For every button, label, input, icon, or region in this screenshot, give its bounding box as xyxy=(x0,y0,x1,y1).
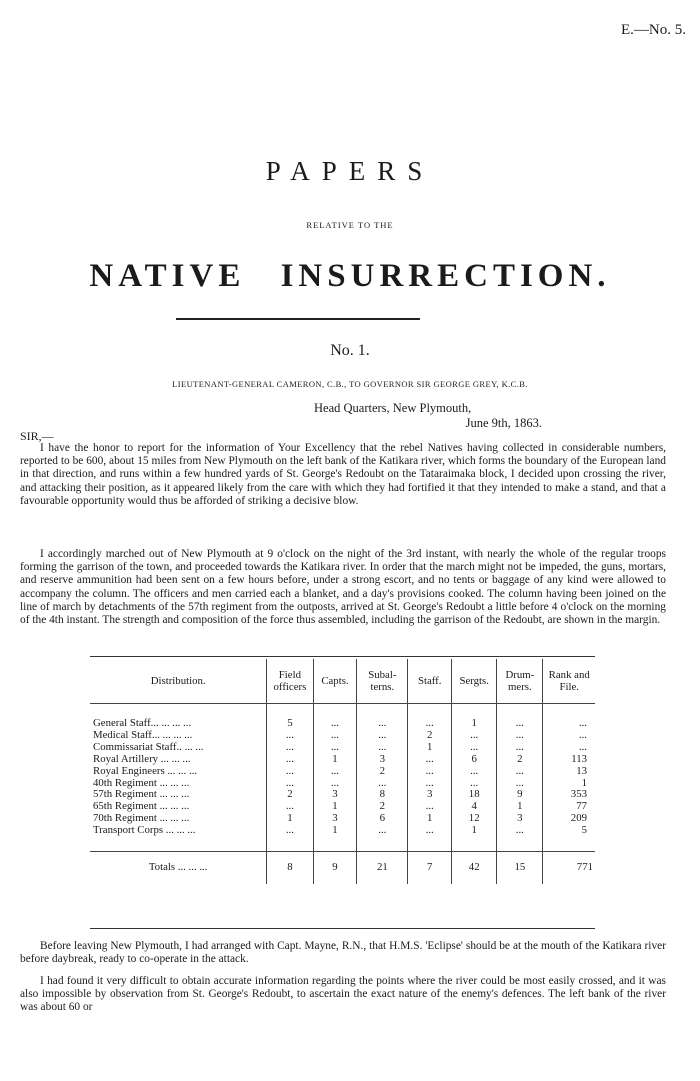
letter-place: Head Quarters, New Plymouth, xyxy=(314,401,472,415)
table-cell: ... xyxy=(497,778,543,790)
table-cell: ... xyxy=(497,742,543,754)
table-cell: ... xyxy=(357,742,408,754)
table-cell: 2 xyxy=(408,730,452,742)
table-cell: ... xyxy=(497,730,543,742)
table-cell: ... xyxy=(543,718,595,730)
table-cell: 15 xyxy=(497,852,543,884)
table-cell: ... xyxy=(357,778,408,790)
letter-date: June 9th, 1863. xyxy=(465,416,542,430)
table-cell: ... xyxy=(452,730,497,742)
table-cell: 9 xyxy=(497,789,543,801)
table-cell: ... xyxy=(452,742,497,754)
table-cell: 1 xyxy=(267,813,313,825)
table-cell: ... xyxy=(408,801,452,813)
table-cell: ... xyxy=(452,778,497,790)
papers-heading: PAPERS xyxy=(265,156,435,186)
table-cell: 12 xyxy=(452,813,497,825)
table-cell: 209 xyxy=(543,813,595,825)
table-cell: 1 xyxy=(313,754,357,766)
table-row xyxy=(90,754,595,766)
table-cell: 3 xyxy=(497,813,543,825)
table-cell: ... xyxy=(313,766,357,778)
table-cell: ... xyxy=(267,754,313,766)
table-row xyxy=(90,742,595,754)
table-cell: 8 xyxy=(357,789,408,801)
from-to-line: LIEUTENANT-GENERAL CAMERON, C.B., TO GOVERNOR SIR GEORGE GREY, K.C.B. xyxy=(172,379,528,389)
document-reference: E.—No. 5. xyxy=(621,22,686,38)
table-cell: ... xyxy=(267,766,313,778)
row-label: Transport Corps ... ... ... xyxy=(93,824,196,837)
row-label: 65th Regiment ... ... ... xyxy=(93,800,190,813)
column-header: Sergts. xyxy=(452,659,497,704)
row-label: Royal Artillery ... ... ... xyxy=(93,752,191,765)
table-top-rule xyxy=(90,656,595,657)
paragraph-2: I accordingly marched out of New Plymouth at 9 o'clock on the night of the 3rd instant, with nearly the whole of the regular troops forming the garrison of the town, and proceeded towards the Katikara river. In order that the march might not be impeded, the guns, mortars, and reserve ammunition had been sent on a few hours before, under a strong escort, and no tents or baggage of any kind were allowed to accompany the column. The officers and men carried each a blanket, and a day's provisions cooked. The column having been joined on the line of march by detachments of the 57th regiment from the outposts, arrived at St. George's Redoubt a little before 4 o'clock on the morning of the 4th instant. The strength and composition of the force thus assembled, including the garrison of the Redoubt, are shown in the margin. xyxy=(20,548,666,627)
row-label: 40th Regiment ... ... ... xyxy=(93,776,190,789)
table-cell: 3 xyxy=(408,789,452,801)
table-cell: ... xyxy=(267,742,313,754)
document-number: No. 1. xyxy=(330,342,370,359)
relative-to-subheading: RELATIVE TO THE xyxy=(306,220,394,230)
table-cell: ... xyxy=(408,825,452,837)
table-cell: 1 xyxy=(408,813,452,825)
table-cell: 771 xyxy=(543,852,595,884)
table-cell: ... xyxy=(543,730,595,742)
salutation: SIR,— xyxy=(20,429,54,443)
table-cell: ... xyxy=(357,730,408,742)
column-header: Drum-mers. xyxy=(497,659,543,704)
column-header: Staff. xyxy=(408,659,452,704)
table-cell: 5 xyxy=(267,718,313,730)
table-cell: 2 xyxy=(357,801,408,813)
table-cell: ... xyxy=(408,718,452,730)
table-cell: ... xyxy=(313,778,357,790)
paragraph-4: I had found it very difficult to obtain accurate information regarding the points where the river could be most easily crossed, and it was also impossible by observation from St. George's Redoubt, to ascertain the exact nature of the enemy's defences. The left bank of the river was about 60 or xyxy=(20,975,666,1014)
table-cell: 1 xyxy=(452,825,497,837)
table-row xyxy=(90,766,595,778)
table-cell: ... xyxy=(408,754,452,766)
table-cell: 1 xyxy=(452,718,497,730)
table-cell: ... xyxy=(357,718,408,730)
column-header: Capts. xyxy=(313,659,357,704)
table-cell: 6 xyxy=(357,813,408,825)
table-cell: 5 xyxy=(543,825,595,837)
table-cell: 8 xyxy=(267,852,313,884)
table-cell: 1 xyxy=(543,778,595,790)
table-cell: ... xyxy=(357,825,408,837)
table-cell: 1 xyxy=(497,801,543,813)
totals-row xyxy=(90,852,595,884)
table-header-row xyxy=(90,659,595,704)
paragraph-3: Before leaving New Plymouth, I had arranged with Capt. Mayne, R.N., that H.M.S. 'Eclipse' should be at the mouth of the Katikara river before daybreak, ready to co-operate in the attack. xyxy=(20,940,666,966)
table-cell: 3 xyxy=(313,789,357,801)
table-cell: ... xyxy=(267,825,313,837)
table-cell: ... xyxy=(543,742,595,754)
main-title: NATIVE INSURRECTION. xyxy=(89,258,611,294)
table-cell: 113 xyxy=(543,754,595,766)
table-cell: ... xyxy=(267,778,313,790)
column-header: Subal-terns. xyxy=(357,659,408,704)
table-cell: 3 xyxy=(357,754,408,766)
table-cell: 7 xyxy=(408,852,452,884)
table-cell: ... xyxy=(408,766,452,778)
row-label: 57th Regiment ... ... ... xyxy=(93,788,190,801)
column-header: Distribution. xyxy=(90,659,267,704)
table-cell: ... xyxy=(267,730,313,742)
table-cell: ... xyxy=(313,730,357,742)
table-cell: ... xyxy=(497,718,543,730)
table-cell: ... xyxy=(452,766,497,778)
table-spacer xyxy=(90,704,595,719)
table-cell: ... xyxy=(313,718,357,730)
table-cell: ... xyxy=(267,801,313,813)
table-cell: 2 xyxy=(267,789,313,801)
row-label: Totals ... ... ... xyxy=(90,852,267,884)
table-row xyxy=(90,825,595,837)
row-label: Commissariat Staff.. ... ... xyxy=(93,740,204,753)
table-cell: 2 xyxy=(357,766,408,778)
table-bottom-rule xyxy=(90,928,595,929)
table-cell: 1 xyxy=(313,801,357,813)
table-cell: ... xyxy=(497,825,543,837)
table-cell: 1 xyxy=(408,742,452,754)
row-label: 70th Regiment ... ... ... xyxy=(93,812,190,825)
table-cell: 2 xyxy=(497,754,543,766)
table-cell: ... xyxy=(408,778,452,790)
column-header: Field officers xyxy=(267,659,313,704)
table-cell: 18 xyxy=(452,789,497,801)
column-header: Rank and File. xyxy=(543,659,595,704)
table-cell: 1 xyxy=(313,825,357,837)
table-cell: 42 xyxy=(452,852,497,884)
row-label: Medical Staff... ... ... ... xyxy=(93,728,193,741)
table-cell: 21 xyxy=(357,852,408,884)
table-cell: ... xyxy=(497,766,543,778)
row-label: General Staff... ... ... ... xyxy=(93,717,192,729)
row-label: Royal Engineers ... ... ... xyxy=(93,764,198,777)
table-cell: 3 xyxy=(313,813,357,825)
table-cell: 77 xyxy=(543,801,595,813)
table-cell: ... xyxy=(313,742,357,754)
paragraph-1: I have the honor to report for the information of Your Excellency that the rebel Natives having collected in considerable numbers, reported to be 600, about 15 miles from New Plymouth on the left bank of the Katikara river, which forms the boundary of the European land in that direction, and runs within a few hundred yards of St. George's Redoubt on the Tataraimaka block, I decided upon crossing the river, and attacking their position, as it appeared likely from the care with which they had fortified it that they intended to make a stand, and that a favourable opportunity would thus be afforded of striking a decisive blow. xyxy=(20,442,666,507)
table-cell: 9 xyxy=(313,852,357,884)
table-cell: 353 xyxy=(543,789,595,801)
table-cell: 4 xyxy=(452,801,497,813)
title-divider xyxy=(176,318,420,320)
table-cell: 6 xyxy=(452,754,497,766)
table-spacer xyxy=(90,837,595,852)
table-cell: 13 xyxy=(543,766,595,778)
force-distribution-table xyxy=(90,659,595,884)
